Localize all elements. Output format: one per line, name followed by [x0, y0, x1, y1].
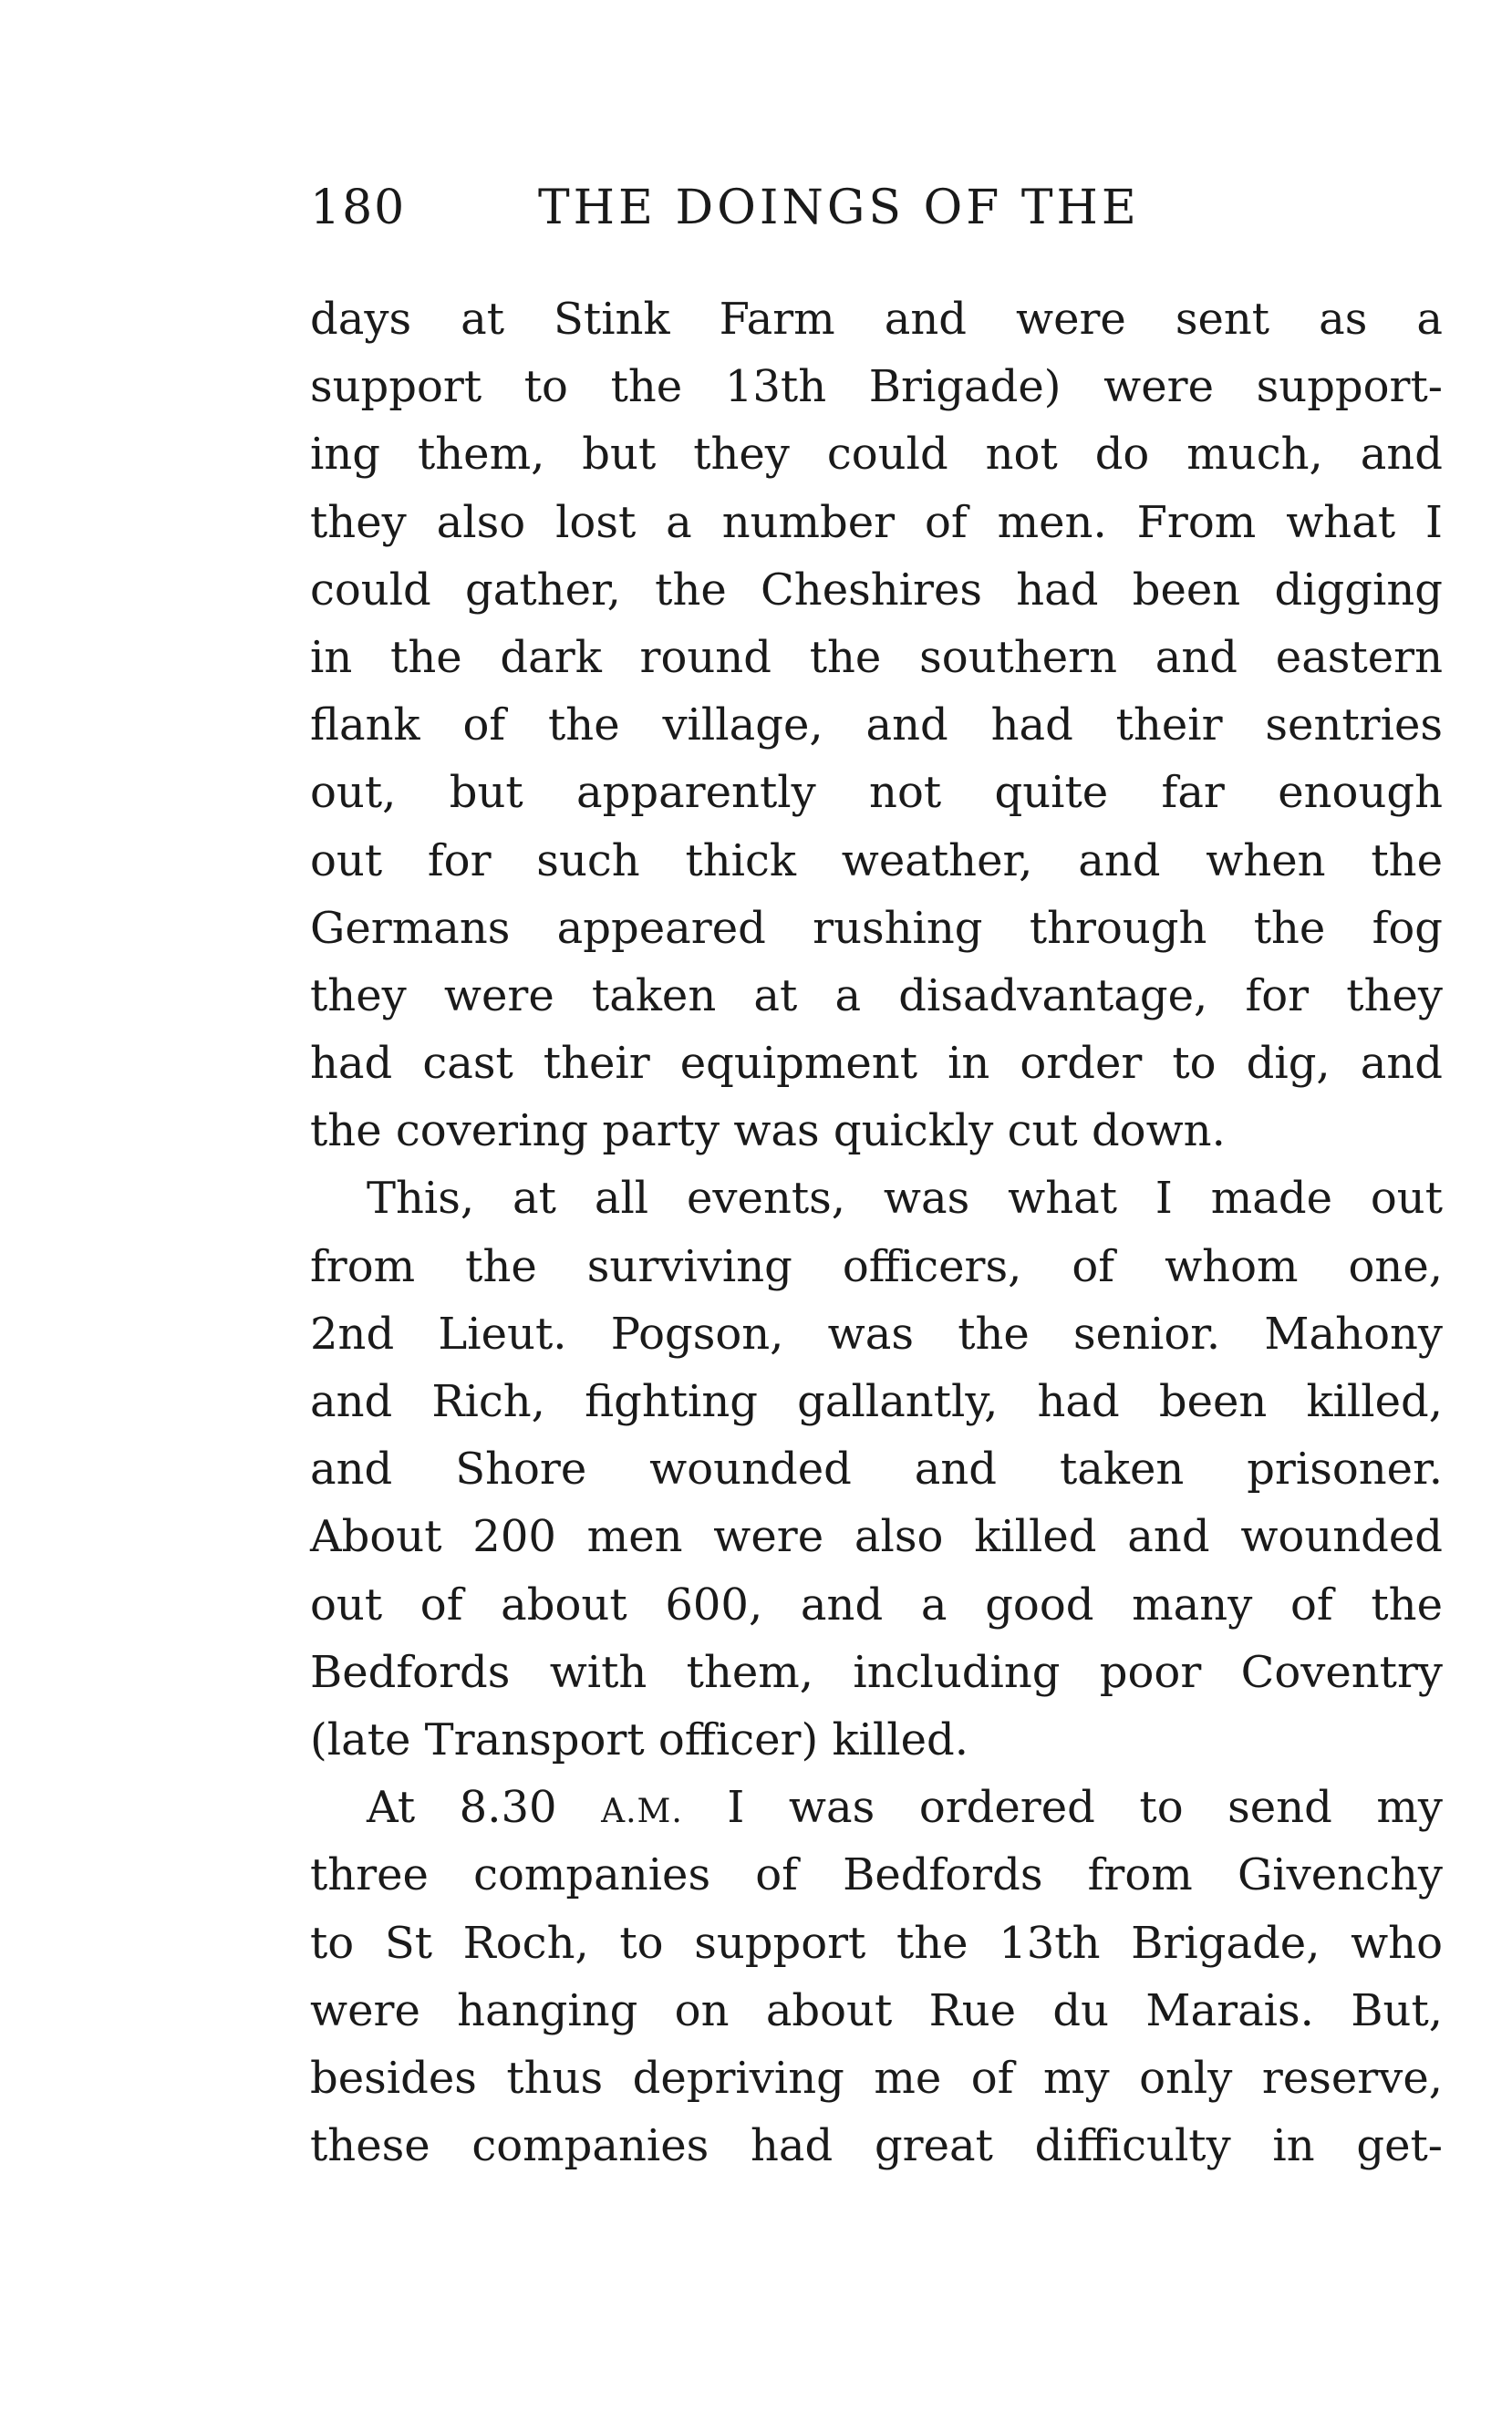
- text-line: in the dark round the southern and eastern: [310, 631, 1443, 683]
- text-line: (late Transport officer) killed.: [310, 1713, 968, 1765]
- text-line: days at Stink Farm and were sent as a: [310, 294, 1443, 345]
- small-caps-time: A.M.: [601, 1793, 683, 1831]
- text-fragment: At 8.30: [367, 1782, 557, 1834]
- body-text: [310, 285, 1443, 2179]
- text-line: support to the 13th Brigade) were support-: [310, 361, 1443, 413]
- text-line: out of about 600, and a good many of the: [310, 1579, 1443, 1631]
- page-number: 180: [310, 181, 407, 235]
- text-line: three companies of Bedfords from Givenchy: [310, 1849, 1443, 1901]
- text-fragment: I was ordered to send my: [727, 1782, 1444, 1834]
- text-line: out, but apparently not quite far enough: [310, 767, 1443, 819]
- text-line: and Rich, fighting gallantly, had been killed,: [310, 1376, 1443, 1427]
- text-line: they were taken at a disadvantage, for they: [310, 969, 1443, 1021]
- text-line: could gather, the Cheshires had been digging: [310, 564, 1443, 616]
- text-line: they also lost a number of men. From what I: [310, 496, 1443, 548]
- text-line: ing them, but they could not do much, and: [310, 429, 1443, 481]
- text-line: Bedfords with them, including poor Coventry: [310, 1646, 1443, 1698]
- text-line: About 200 men were also killed and wounded: [310, 1511, 1443, 1563]
- text-line: out for such thick weather, and when the: [310, 834, 1443, 886]
- running-head: [310, 171, 1450, 244]
- text-line: Germans appeared rushing through the fog: [310, 902, 1443, 954]
- text-line: besides thus depriving me of my only reserve,: [310, 2052, 1443, 2104]
- text-line: and Shore wounded and taken prisoner.: [310, 1444, 1443, 1496]
- text-line: 2nd Lieut. Pogson, was the senior. Mahony: [310, 1308, 1443, 1360]
- text-line: to St Roch, to support the 13th Brigade, who: [310, 1917, 1443, 1969]
- text-line: flank of the village, and had their sentries: [310, 699, 1443, 751]
- text-line: had cast their equipment in order to dig, and: [310, 1038, 1443, 1090]
- running-title: THE DOINGS OF THE: [538, 181, 1140, 235]
- text-line: were hanging on about Rue du Marais. But,: [310, 1984, 1443, 2036]
- text-line: This, at all events, was what I made out: [367, 1173, 1443, 1225]
- text-line: from the surviving officers, of whom one,: [310, 1240, 1443, 1292]
- text-line: these companies had great difficulty in get-: [310, 2120, 1443, 2172]
- text-line: the covering party was quickly cut down.: [310, 1105, 1226, 1157]
- text-line: [310, 1774, 1443, 1841]
